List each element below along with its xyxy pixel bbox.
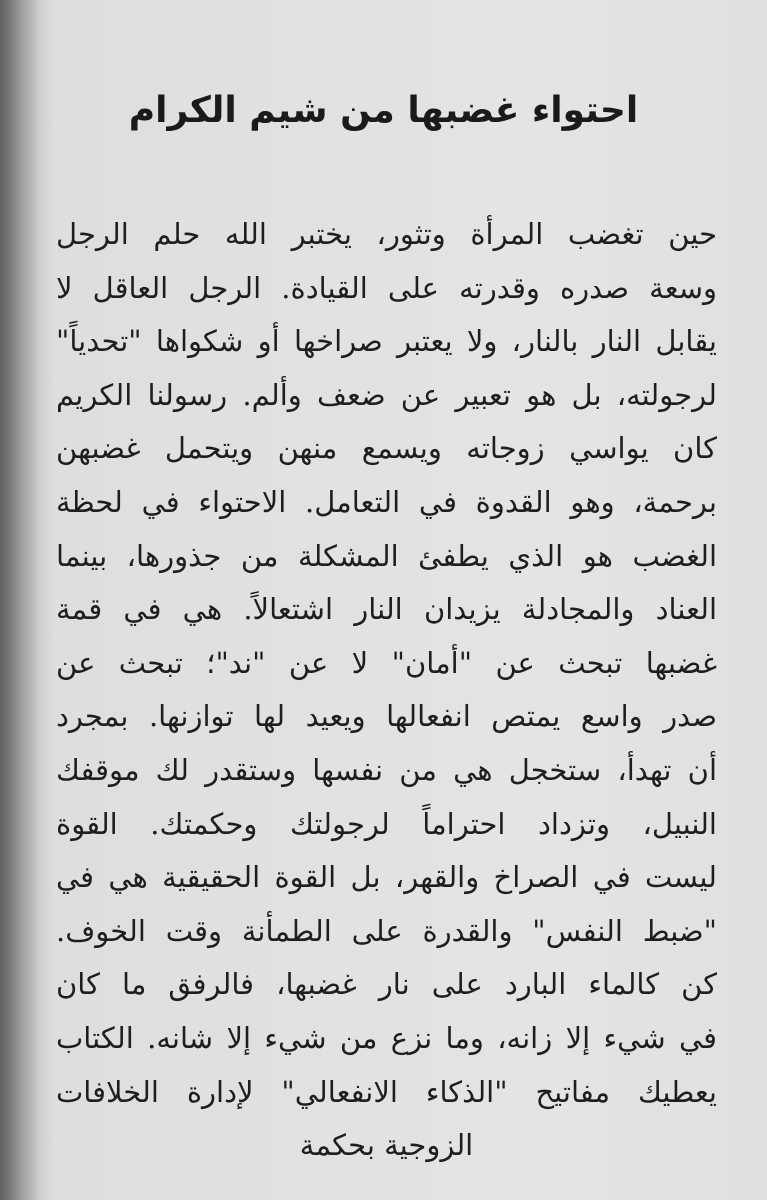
text-line: حين تغضب المرأة وتثور، يختبر الله حلم الرجل	[56, 217, 717, 251]
body-paragraph	[56, 208, 717, 1173]
page-title: احتواء غضبها من شيم الكرام	[128, 90, 639, 131]
text-line: أن تهدأ، ستخجل هي من نفسها وستقدر لك موقفك	[56, 752, 717, 787]
text-line: كان يواسي زوجاته ويسمع منهن ويتحمل غضبهن	[56, 431, 717, 466]
text-line: يقابل النار بالنار، ولا يعتبر صراخها أو شكواها "تحدياً"	[56, 324, 717, 359]
text-line: برحمة، وهو القدوة في التعامل. الاحتواء في لحظة	[56, 484, 717, 519]
text-line: "ضبط النفس" والقدرة على الطمأنة وقت الخوف.	[56, 913, 717, 948]
text-line: ليست في الصراخ والقهر، بل القوة الحقيقية هي في	[56, 860, 717, 895]
text-line: يعطيك مفاتيح "الذكاء الانفعالي" لإدارة الخلافات	[56, 1074, 717, 1109]
text-line: النبيل، وتزداد احتراماً لرجولتك وحكمتك. القوة	[56, 806, 717, 841]
text-line: الزوجية بحكمة	[299, 1128, 474, 1163]
text-line: لرجولته، بل هو تعبير عن ضعف وألم. رسولنا الكريم	[56, 377, 717, 412]
text-line: الغضب هو الذي يطفئ المشكلة من جذورها، بينما	[56, 538, 717, 573]
text-line: في شيء إلا زانه، وما نزع من شيء إلا شانه. الكتاب	[56, 1020, 717, 1055]
text-line: كن كالماء البارد على نار غضبها، فالرفق ما كان	[56, 967, 717, 1002]
text-line: العناد والمجادلة يزيدان النار اشتعالاً. هي في قمة	[56, 592, 717, 627]
text-line: وسعة صدره وقدرته على القيادة. الرجل العاقل لا	[56, 270, 717, 305]
text-line: غضبها تبحث عن "أمان" لا عن "ند"؛ تبحث عن	[56, 645, 717, 680]
text-line: صدر واسع يمتص انفعالها ويعيد لها توازنها. بمجرد	[56, 699, 717, 734]
page-gutter-shadow	[0, 0, 40, 1200]
